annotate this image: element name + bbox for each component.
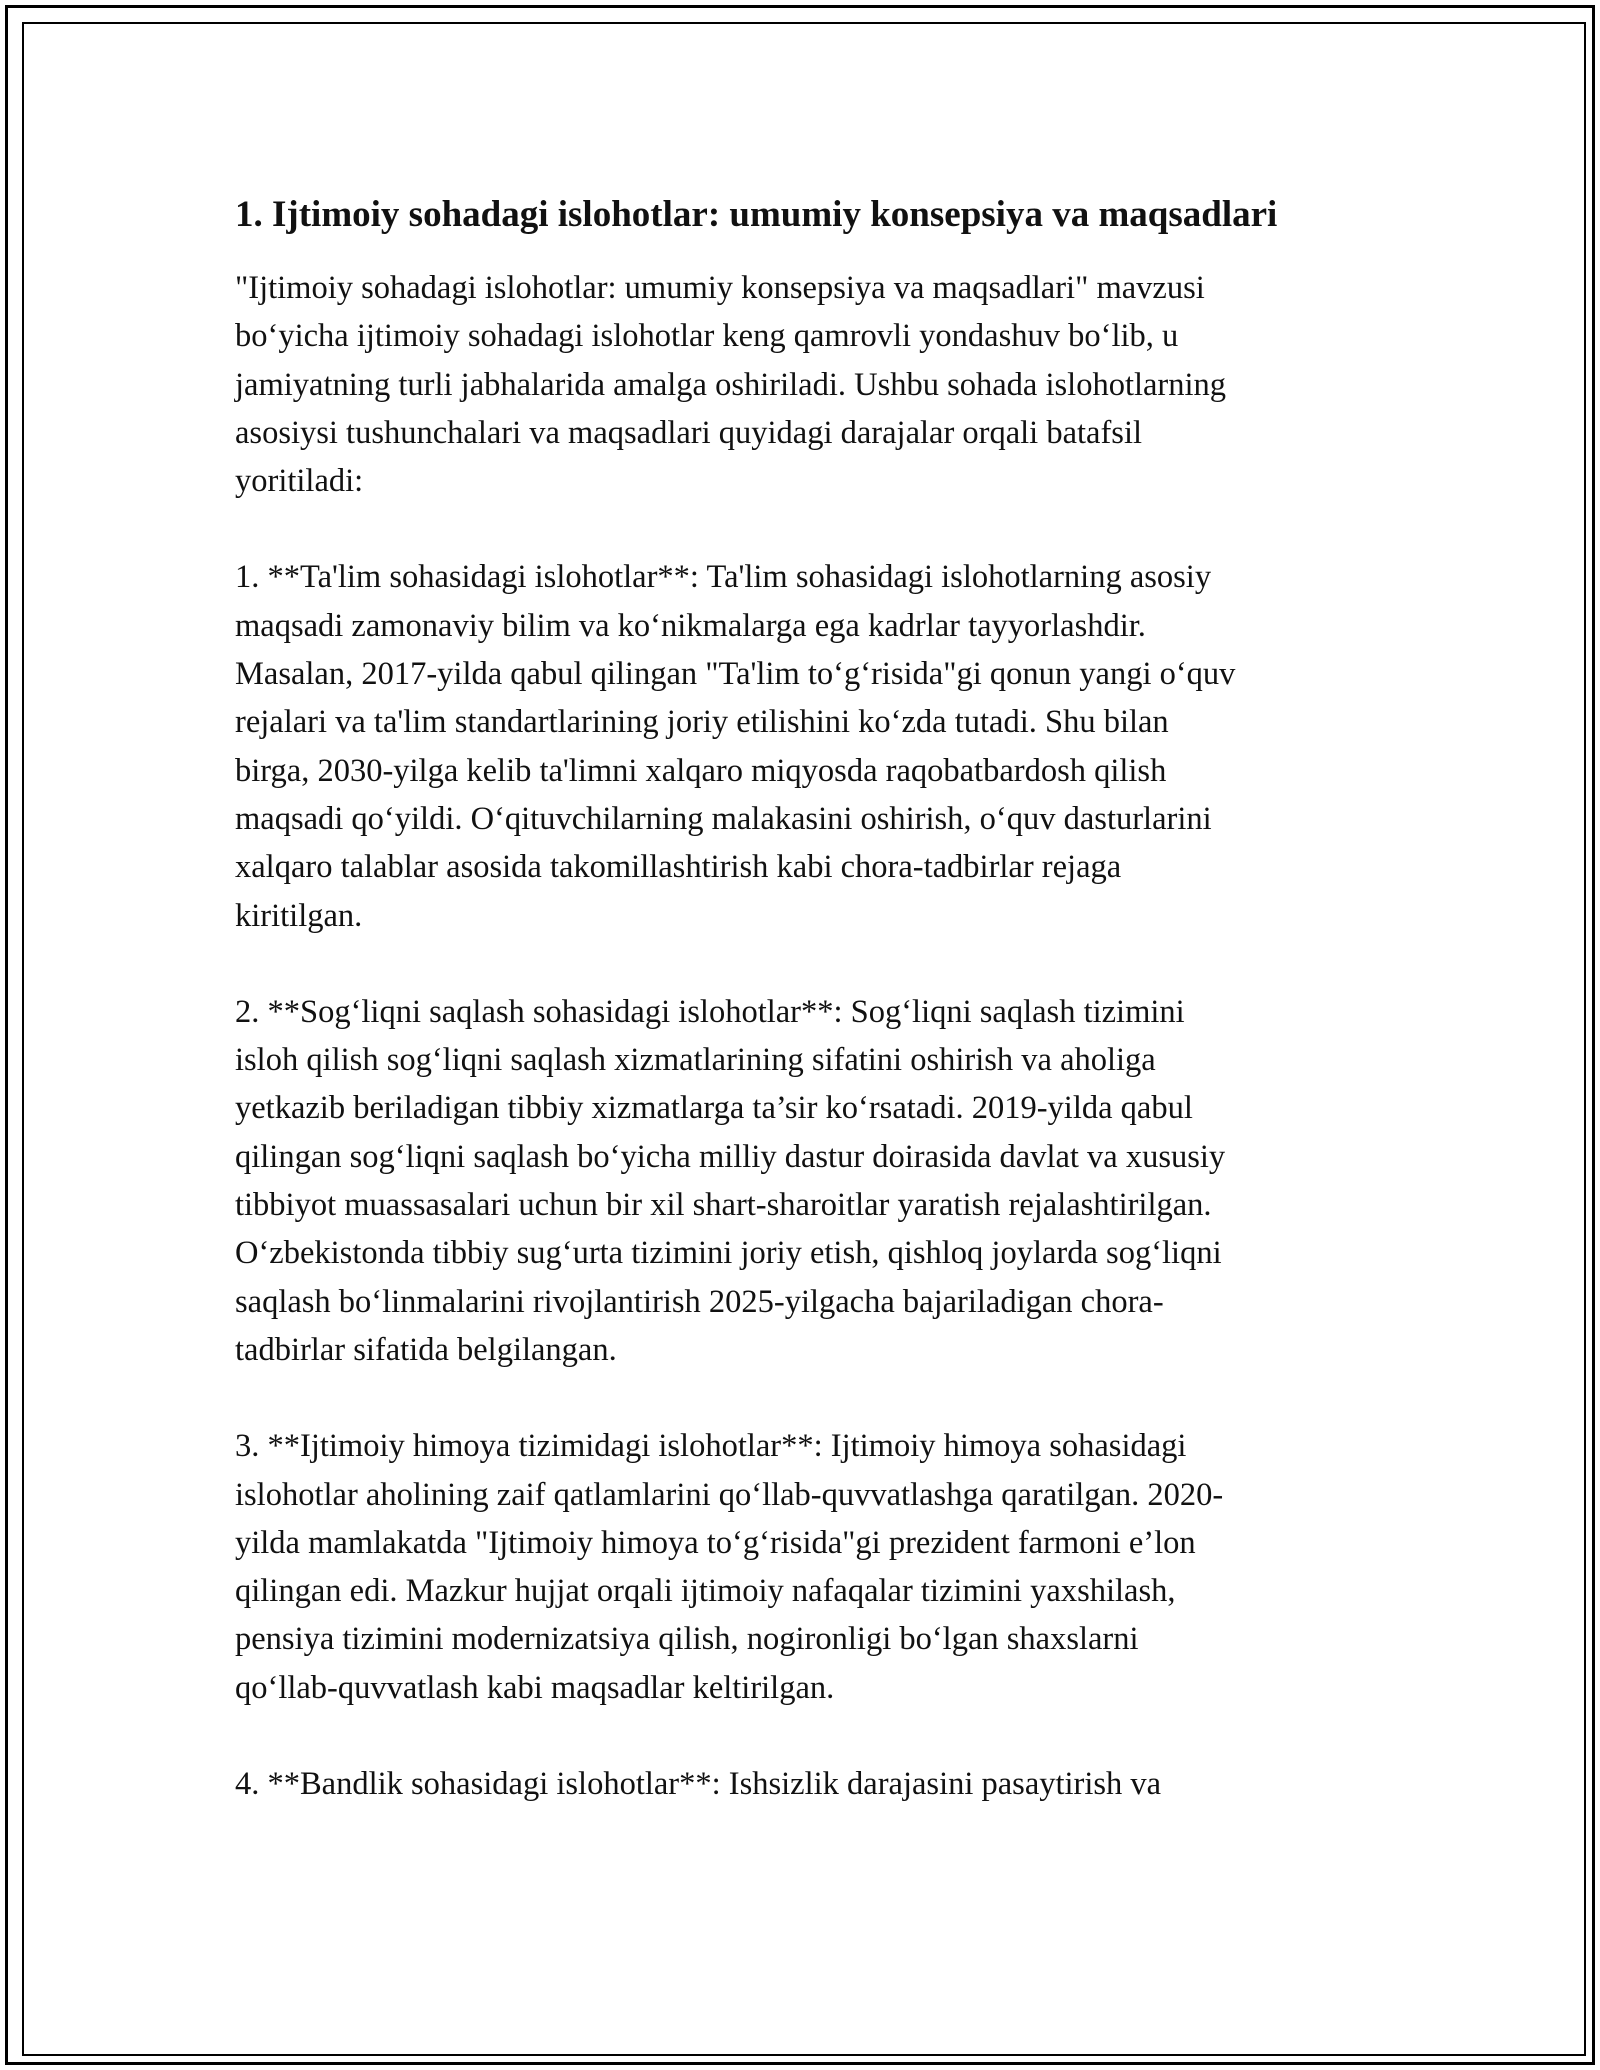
healthcare-reform-paragraph: 2. **Sog‘liqni saqlash sohasidagi islohotlar**: Sog‘liqni saqlash tizimini isloh qilish sog‘liqni saqlash xizmatlarining sifatini oshirish va aholiga yetkazib beriladigan tibbiy xizmatlarga ta’sir ko‘rsatadi. 2019-yilda qabul qilingan sog‘liqni saqlash bo‘yicha milliy dastur doirasida davlat va xususiy tibbiyot muassasalari uchun bir xil shart-sharoitlar yaratish rejalashtirilgan. O‘zbekistonda tibbiy sug‘urta tizimini joriy etish, qishloq joylarda sog‘liqni saqlash bo‘linmalarini rivojlantirish 2025-yilgacha bajariladigan chora- tadbirlar sifatida belgilangan.	[235, 993, 1226, 1368]
document-title: 1. Ijtimoiy sohadagi islohotlar: umumiy konsepsiya va maqsadlari	[235, 194, 1278, 235]
intro-paragraph: "Ijtimoiy sohadagi islohotlar: umumiy konsepsiya va maqsadlari" mavzusi bo‘yicha ijtimoiy sohadagi islohotlar keng qamrovli yondashuv bo‘lib, u jamiyatning turli jabhalarida amalga oshiriladi. Ushbu sohada islohotlarning asosiysi tushunchalari va maqsadlari quyidagi darajalar orqali batafsil yoritiladi:	[235, 270, 1227, 500]
employment-reform-paragraph: 4. **Bandlik sohasidagi islohotlar**: Ishsizlik darajasini pasaytirish va	[235, 1766, 1162, 1803]
document-body	[235, 188, 1365, 1856]
social-protection-reform-paragraph: 3. **Ijtimoiy himoya tizimidagi islohotlar**: Ijtimoiy himoya sohasidagi islohotlar aholining zaif qatlamlarini qo‘llab-quvvatlashga qaratilgan. 2020- yilda mamlakatda "Ijtimoiy himoya to‘g‘risida"gi prezident farmoni e’lon qilingan edi. Mazkur hujjat orqali ijtimoiy nafaqalar tizimini yaxshilash, pensiya tizimini modernizatsiya qilish, nogironligi bo‘lgan shaxslarni qo‘llab-quvvatlash kabi maqsadlar keltirilgan.	[235, 1428, 1224, 1706]
education-reform-paragraph: 1. **Ta'lim sohasidagi islohotlar**: Ta'lim sohasidagi islohotlarning asosiy maqsadi zamonaviy bilim va ko‘nikmalarga ega kadrlar tayyorlashdir. Masalan, 2017-yilda qabul qilingan "Ta'lim to‘g‘risida"gi qonun yangi o‘quv rejalari va ta'lim standartlarining joriy etilishini ko‘zda tutadi. Shu bilan birga, 2030-yilga kelib ta'limni xalqaro miqyosda raqobatbardosh qilish maqsadi qo‘yildi. O‘qituvchilarning malakasini oshirish, o‘quv dasturlarini xalqaro talablar asosida takomillashtirish kabi chora-tadbirlar rejaga kiritilgan.	[235, 559, 1236, 934]
